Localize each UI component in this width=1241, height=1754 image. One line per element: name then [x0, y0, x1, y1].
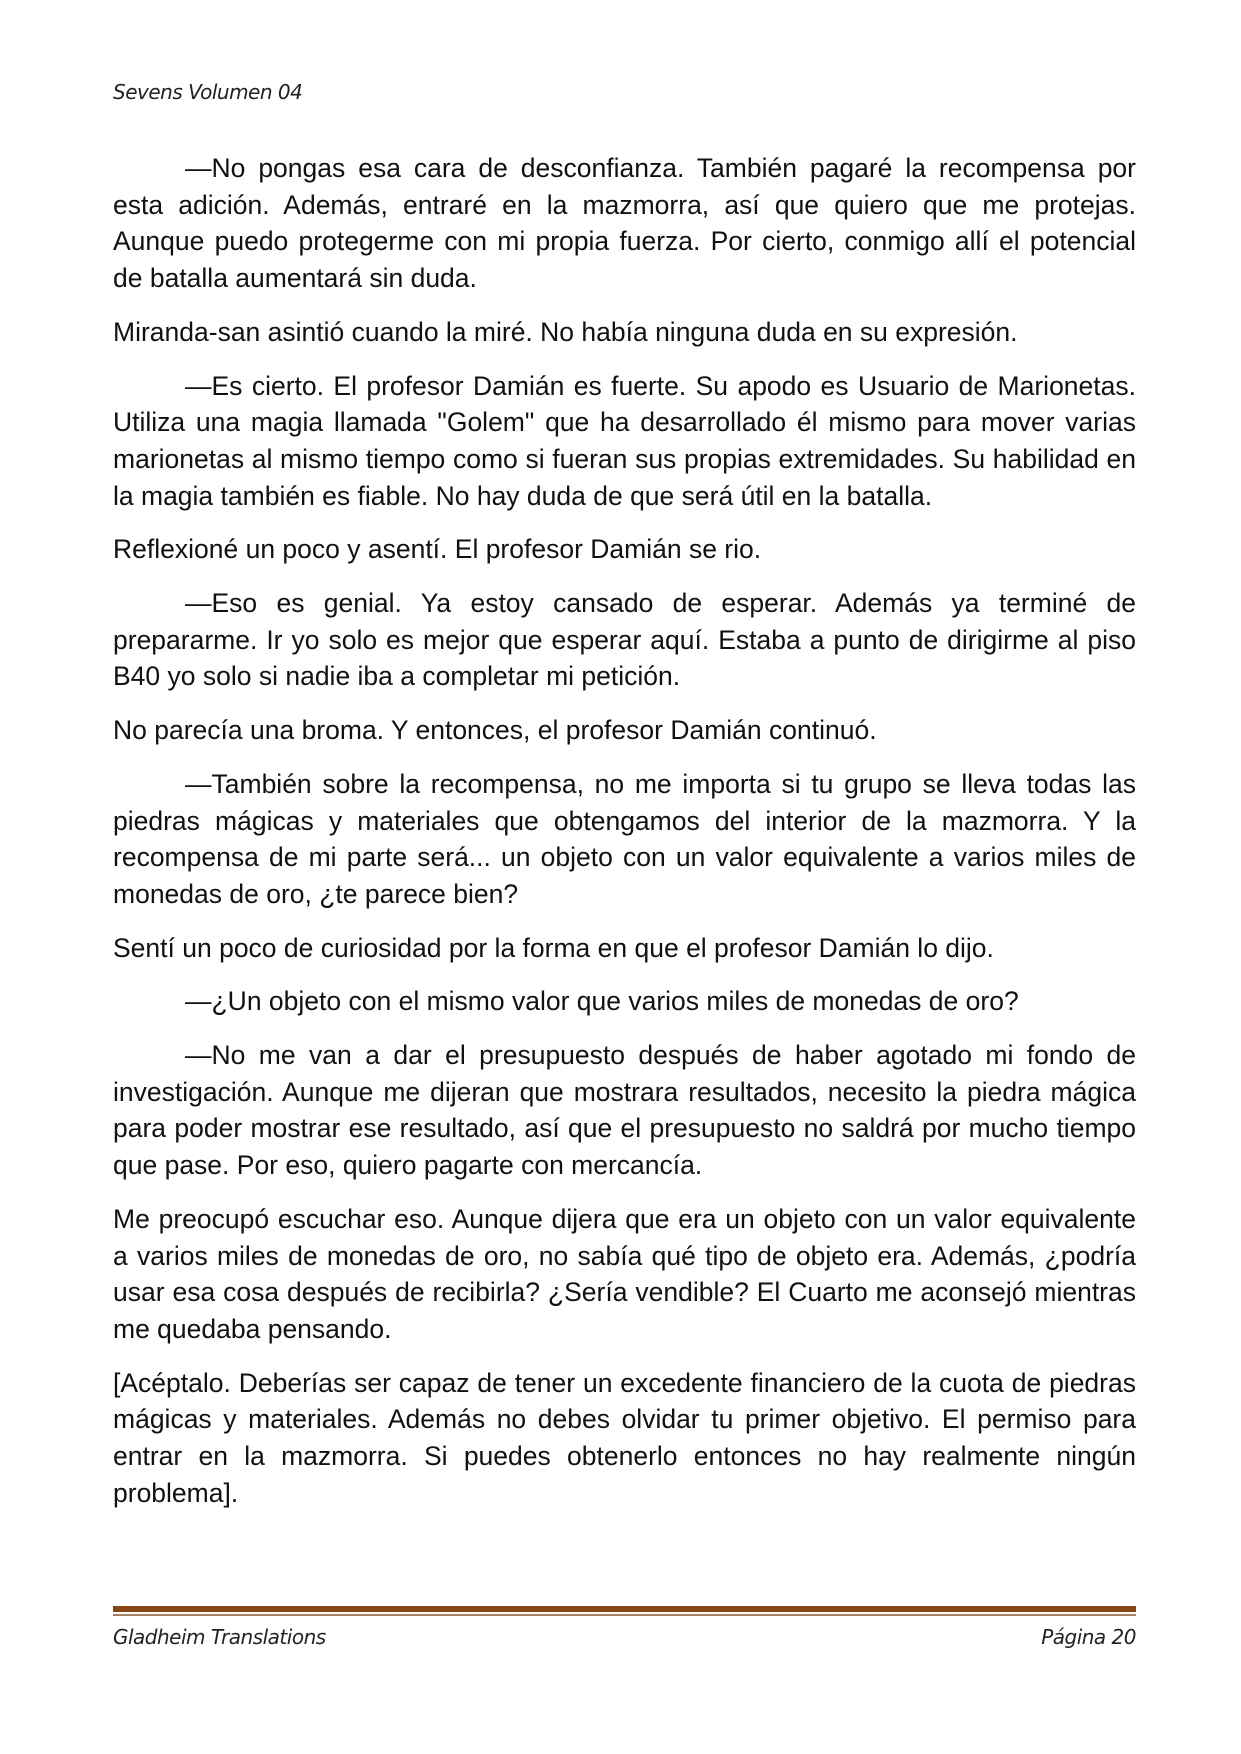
page-body [113, 150, 1136, 1529]
paragraph: —No me van a dar el presupuesto después de haber agotado mi fondo de investigación. Aunque me dijeran que mostrara resultados, necesito la piedra mágica para poder mostrar ese resultado, así que el presupuesto no saldrá por mucho tiempo que pase. Por eso, quiero pagarte con mercancía. [113, 1040, 1136, 1181]
paragraph: Miranda-san asintió cuando la miré. No había ninguna duda en su expresión. [113, 316, 1018, 347]
paragraph: —Eso es genial. Ya estoy cansado de esperar. Además ya terminé de prepararme. Ir yo solo es mejor que esperar aquí. Estaba a punto de dirigirme al piso B40 yo solo si nadie iba a completar mi petición. [113, 588, 1136, 692]
paragraph: —Es cierto. El profesor Damián es fuerte. Su apodo es Usuario de Marionetas. Utiliza una magia llamada "Golem" que ha desarrollado él mismo para mover varias marionetas al mismo tiempo como si fueran sus propias extremidades. Su habilidad en la magia también es fiable. No hay duda de que será útil en la batalla. [113, 370, 1136, 511]
paragraph: No parecía una broma. Y entonces, el profesor Damián continuó. [113, 715, 877, 746]
paragraph: —También sobre la recompensa, no me importa si tu grupo se lleva todas las piedras mágicas y materiales que obtengamos del interior de la mazmorra. Y la recompensa de mi parte será... un objeto con un valor equivalente a varios miles de monedas de oro, ¿te parece bien? [113, 768, 1136, 909]
paragraph: Me preocupó escuchar eso. Aunque dijera que era un objeto con un valor equivalente a varios miles de monedas de oro, no sabía qué tipo de objeto era. Además, ¿podría usar esa cosa después de recibirla? ¿Sería vendible? El Cuarto me aconsejó mientras me quedaba pensando. [113, 1203, 1136, 1344]
footer-rule-thin [113, 1614, 1136, 1616]
footer-rule [113, 1606, 1136, 1612]
paragraph: —No pongas esa cara de desconfianza. También pagaré la recompensa por esta adición. Además, entraré en la mazmorra, así que quiero que me protejas. Aunque puedo protegerme con mi propia fuerza. Por cierto, conmigo allí el potencial de batalla aumentará sin duda. [113, 153, 1136, 294]
paragraph: —¿Un objeto con el mismo valor que varios miles de monedas de oro? [185, 986, 1019, 1017]
paragraph: [Acéptalo. Deberías ser capaz de tener un excedente financiero de la cuota de piedras mágicas y materiales. Además no debes olvidar tu primer objetivo. El permiso para entrar en la mazmorra. Si puedes obtenerlo entonces no hay realmente ningún problema]. [113, 1367, 1136, 1508]
paragraph: Reflexioné un poco y asentí. El profesor Damián se rio. [113, 534, 762, 565]
running-header: Sevens Volumen 04 [113, 80, 303, 104]
paragraph: Sentí un poco de curiosidad por la forma en que el profesor Damián lo dijo. [113, 932, 994, 963]
page-number: Página 20 [1041, 1625, 1136, 1649]
footer-publisher: Gladheim Translations [113, 1625, 326, 1649]
